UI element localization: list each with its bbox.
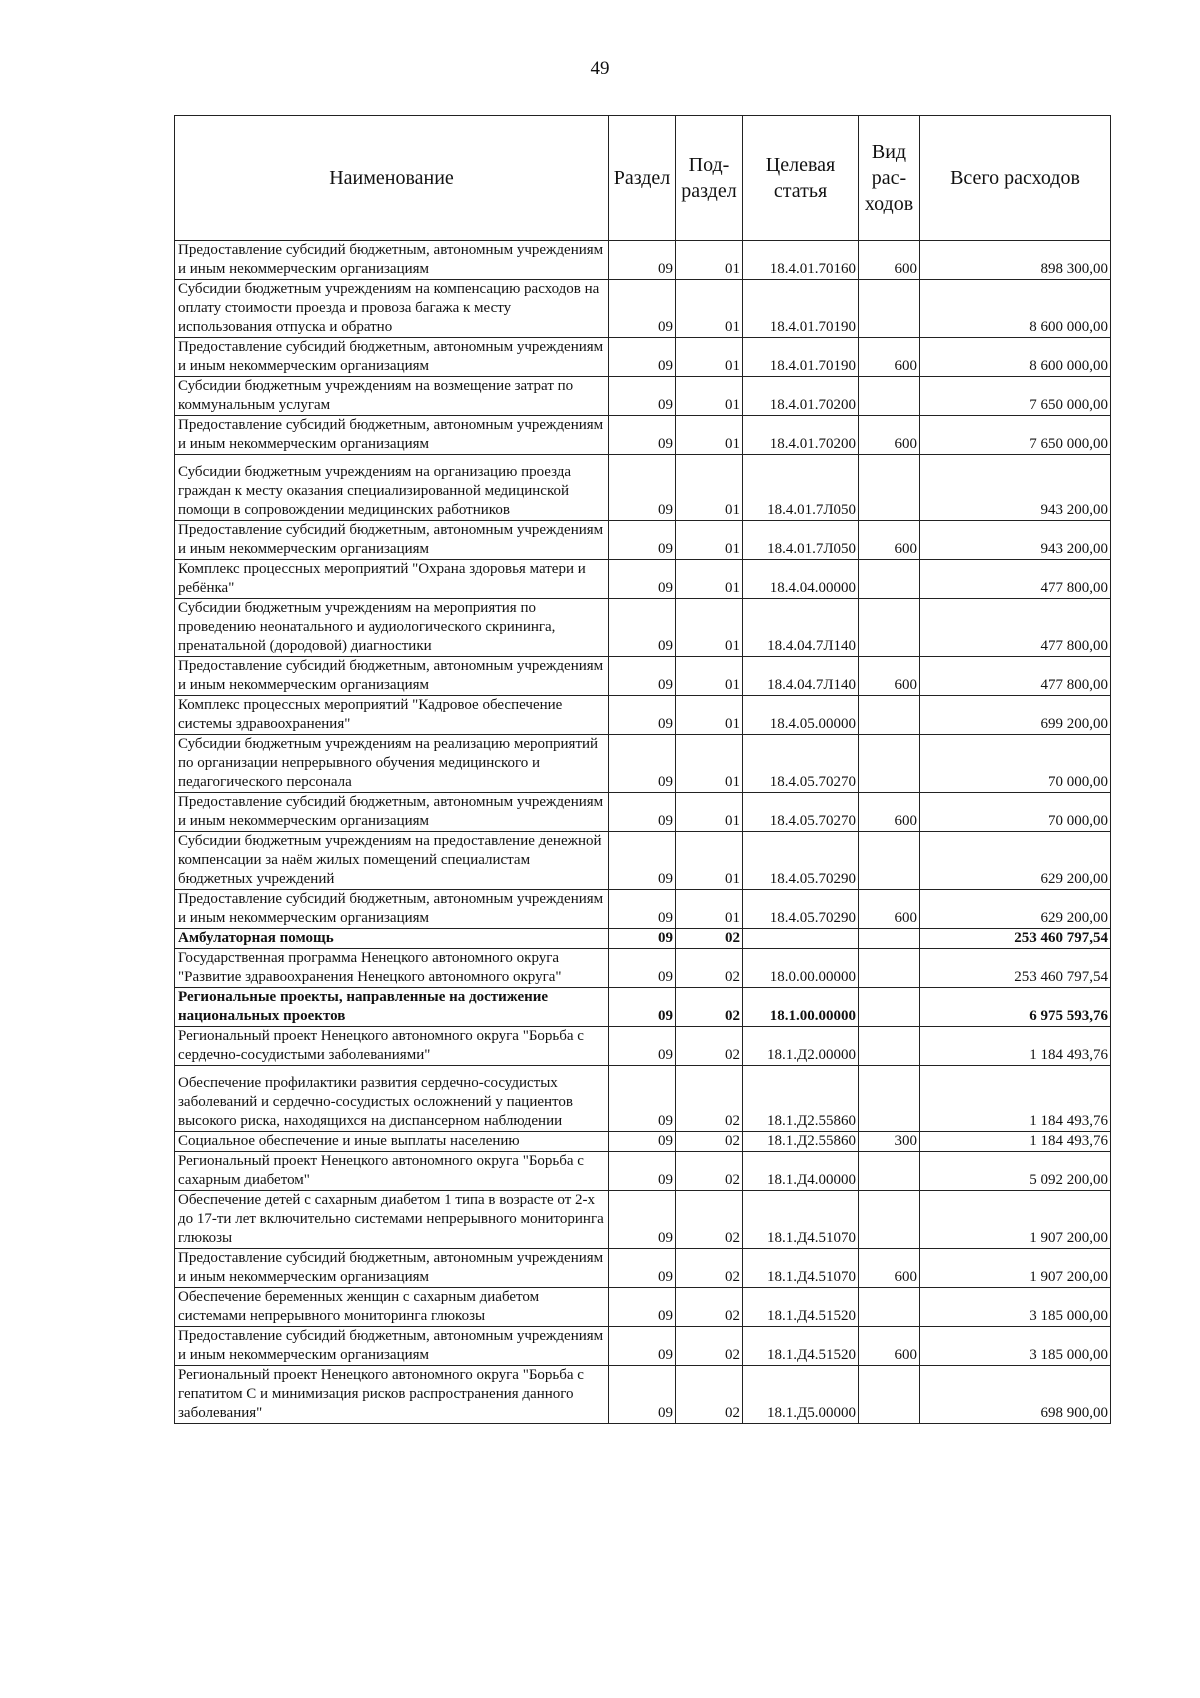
cell-target-article: 18.4.05.70290 bbox=[743, 890, 859, 929]
cell-name: Субсидии бюджетным учреждениям на реализацию мероприятий по организации непрерывного обучения медицинского и педагогического персонала bbox=[175, 735, 609, 793]
cell-total: 898 300,00 bbox=[920, 241, 1111, 280]
cell-subsection: 01 bbox=[676, 455, 743, 521]
cell-name: Комплекс процессных мероприятий "Охрана здоровья матери и ребёнка" bbox=[175, 560, 609, 599]
table-row bbox=[175, 929, 1111, 949]
cell-name: Региональный проект Ненецкого автономного округа "Борьба с сердечно-сосудистыми заболеваниями" bbox=[175, 1027, 609, 1066]
cell-subsection: 01 bbox=[676, 696, 743, 735]
cell-section: 09 bbox=[609, 1132, 676, 1152]
table-row bbox=[175, 793, 1111, 832]
cell-target-article: 18.4.01.70200 bbox=[743, 416, 859, 455]
cell-name: Субсидии бюджетным учреждениям на организацию проезда граждан к месту оказания специализированной медицинской помощи в сопровождении медицинских работников bbox=[175, 455, 609, 521]
cell-subsection: 02 bbox=[676, 988, 743, 1027]
cell-expense-type: 300 bbox=[859, 1132, 920, 1152]
cell-expense-type: 600 bbox=[859, 416, 920, 455]
cell-name: Субсидии бюджетным учреждениям на мероприятия по проведению неонатального и аудиологического скрининга, пренатальной (дородовой) диагностики bbox=[175, 599, 609, 657]
cell-total: 1 184 493,76 bbox=[920, 1132, 1111, 1152]
cell-expense-type bbox=[859, 1066, 920, 1132]
cell-expense-type: 600 bbox=[859, 338, 920, 377]
cell-subsection: 02 bbox=[676, 1066, 743, 1132]
cell-name: Обеспечение профилактики развития сердечно-сосудистых заболеваний и сердечно-сосудистых осложнений у пациентов высокого риска, находящихся на диспансерном наблюдении bbox=[175, 1066, 609, 1132]
table-row bbox=[175, 599, 1111, 657]
cell-total: 7 650 000,00 bbox=[920, 416, 1111, 455]
cell-total: 629 200,00 bbox=[920, 890, 1111, 929]
header-total: Всего расходов bbox=[920, 116, 1111, 241]
cell-expense-type bbox=[859, 1366, 920, 1424]
cell-subsection: 01 bbox=[676, 241, 743, 280]
cell-expense-type bbox=[859, 1288, 920, 1327]
cell-target-article: 18.4.05.00000 bbox=[743, 696, 859, 735]
cell-name: Региональный проект Ненецкого автономного округа "Борьба с сахарным диабетом" bbox=[175, 1152, 609, 1191]
cell-subsection: 02 bbox=[676, 1132, 743, 1152]
table-header-row bbox=[175, 116, 1111, 241]
cell-expense-type: 600 bbox=[859, 793, 920, 832]
cell-section: 09 bbox=[609, 735, 676, 793]
cell-section: 09 bbox=[609, 599, 676, 657]
cell-total: 70 000,00 bbox=[920, 793, 1111, 832]
cell-name: Предоставление субсидий бюджетным, автономным учреждениям и иным некоммерческим организациям bbox=[175, 1249, 609, 1288]
cell-subsection: 02 bbox=[676, 949, 743, 988]
cell-name: Предоставление субсидий бюджетным, автономным учреждениям и иным некоммерческим организациям bbox=[175, 338, 609, 377]
cell-expense-type bbox=[859, 735, 920, 793]
cell-target-article: 18.4.01.70200 bbox=[743, 377, 859, 416]
cell-target-article bbox=[743, 929, 859, 949]
cell-target-article: 18.1.Д4.51520 bbox=[743, 1288, 859, 1327]
cell-target-article: 18.4.05.70270 bbox=[743, 735, 859, 793]
cell-section: 09 bbox=[609, 1066, 676, 1132]
cell-target-article: 18.1.Д5.00000 bbox=[743, 1366, 859, 1424]
cell-target-article: 18.1.Д2.00000 bbox=[743, 1027, 859, 1066]
table-row bbox=[175, 280, 1111, 338]
cell-name: Субсидии бюджетным учреждениям на возмещение затрат по коммунальным услугам bbox=[175, 377, 609, 416]
cell-subsection: 01 bbox=[676, 416, 743, 455]
cell-section: 09 bbox=[609, 241, 676, 280]
cell-section: 09 bbox=[609, 890, 676, 929]
cell-total: 477 800,00 bbox=[920, 599, 1111, 657]
cell-total: 699 200,00 bbox=[920, 696, 1111, 735]
cell-subsection: 02 bbox=[676, 929, 743, 949]
cell-name: Региональный проект Ненецкого автономного округа "Борьба с гепатитом С и минимизация рисков распространения данного заболевания" bbox=[175, 1366, 609, 1424]
cell-expense-type bbox=[859, 988, 920, 1027]
cell-expense-type bbox=[859, 949, 920, 988]
cell-name: Государственная программа Ненецкого автономного округа "Развитие здравоохранения Ненецкого автономного округа" bbox=[175, 949, 609, 988]
table-row bbox=[175, 338, 1111, 377]
cell-section: 09 bbox=[609, 657, 676, 696]
cell-subsection: 02 bbox=[676, 1249, 743, 1288]
table-row bbox=[175, 657, 1111, 696]
cell-target-article: 18.4.01.7Л050 bbox=[743, 455, 859, 521]
cell-section: 09 bbox=[609, 1152, 676, 1191]
cell-section: 09 bbox=[609, 560, 676, 599]
header-expense-type: Вид рас- ходов bbox=[859, 116, 920, 241]
cell-total: 8 600 000,00 bbox=[920, 338, 1111, 377]
cell-target-article: 18.4.04.7Л140 bbox=[743, 657, 859, 696]
cell-target-article: 18.1.00.00000 bbox=[743, 988, 859, 1027]
cell-expense-type bbox=[859, 280, 920, 338]
cell-total: 1 907 200,00 bbox=[920, 1191, 1111, 1249]
cell-total: 253 460 797,54 bbox=[920, 929, 1111, 949]
cell-name: Предоставление субсидий бюджетным, автономным учреждениям и иным некоммерческим организациям bbox=[175, 241, 609, 280]
cell-subsection: 01 bbox=[676, 377, 743, 416]
table-row bbox=[175, 1132, 1111, 1152]
budget-table bbox=[174, 115, 1111, 1424]
cell-section: 09 bbox=[609, 521, 676, 560]
cell-total: 1 184 493,76 bbox=[920, 1027, 1111, 1066]
cell-subsection: 01 bbox=[676, 735, 743, 793]
cell-name: Субсидии бюджетным учреждениям на компенсацию расходов на оплату стоимости проезда и провоза багажа к месту использования отпуска и обратно bbox=[175, 280, 609, 338]
cell-expense-type: 600 bbox=[859, 241, 920, 280]
cell-target-article: 18.0.00.00000 bbox=[743, 949, 859, 988]
cell-target-article: 18.4.05.70290 bbox=[743, 832, 859, 890]
table-row bbox=[175, 949, 1111, 988]
cell-section: 09 bbox=[609, 1249, 676, 1288]
cell-subsection: 01 bbox=[676, 280, 743, 338]
cell-section: 09 bbox=[609, 988, 676, 1027]
cell-section: 09 bbox=[609, 1191, 676, 1249]
cell-name: Предоставление субсидий бюджетным, автономным учреждениям и иным некоммерческим организациям bbox=[175, 890, 609, 929]
cell-total: 943 200,00 bbox=[920, 455, 1111, 521]
cell-target-article: 18.4.01.70190 bbox=[743, 280, 859, 338]
header-target-article: Целевая статья bbox=[743, 116, 859, 241]
cell-total: 629 200,00 bbox=[920, 832, 1111, 890]
table-body bbox=[175, 241, 1111, 1424]
cell-subsection: 02 bbox=[676, 1152, 743, 1191]
cell-total: 1 184 493,76 bbox=[920, 1066, 1111, 1132]
cell-name: Предоставление субсидий бюджетным, автономным учреждениям и иным некоммерческим организациям bbox=[175, 416, 609, 455]
cell-subsection: 02 bbox=[676, 1027, 743, 1066]
cell-expense-type bbox=[859, 929, 920, 949]
cell-total: 70 000,00 bbox=[920, 735, 1111, 793]
cell-name: Предоставление субсидий бюджетным, автономным учреждениям и иным некоммерческим организациям bbox=[175, 793, 609, 832]
cell-total: 943 200,00 bbox=[920, 521, 1111, 560]
cell-name: Предоставление субсидий бюджетным, автономным учреждениям и иным некоммерческим организациям bbox=[175, 1327, 609, 1366]
table-row bbox=[175, 1249, 1111, 1288]
cell-subsection: 01 bbox=[676, 832, 743, 890]
cell-expense-type bbox=[859, 1027, 920, 1066]
table-row bbox=[175, 1288, 1111, 1327]
cell-expense-type: 600 bbox=[859, 1327, 920, 1366]
cell-name: Региональные проекты, направленные на достижение национальных проектов bbox=[175, 988, 609, 1027]
cell-expense-type bbox=[859, 1152, 920, 1191]
cell-section: 09 bbox=[609, 416, 676, 455]
header-name: Наименование bbox=[175, 116, 609, 241]
header-section: Раздел bbox=[609, 116, 676, 241]
cell-section: 09 bbox=[609, 1288, 676, 1327]
cell-target-article: 18.4.01.70190 bbox=[743, 338, 859, 377]
table-row bbox=[175, 377, 1111, 416]
cell-section: 09 bbox=[609, 1327, 676, 1366]
table-row bbox=[175, 1152, 1111, 1191]
cell-total: 3 185 000,00 bbox=[920, 1327, 1111, 1366]
page-number: 49 bbox=[590, 58, 610, 79]
table-row bbox=[175, 521, 1111, 560]
cell-subsection: 01 bbox=[676, 521, 743, 560]
table-row bbox=[175, 560, 1111, 599]
cell-expense-type: 600 bbox=[859, 1249, 920, 1288]
table-row bbox=[175, 241, 1111, 280]
cell-target-article: 18.4.05.70270 bbox=[743, 793, 859, 832]
cell-expense-type bbox=[859, 1191, 920, 1249]
cell-expense-type: 600 bbox=[859, 521, 920, 560]
cell-target-article: 18.4.01.70160 bbox=[743, 241, 859, 280]
cell-total: 6 975 593,76 bbox=[920, 988, 1111, 1027]
cell-target-article: 18.4.04.00000 bbox=[743, 560, 859, 599]
cell-subsection: 01 bbox=[676, 890, 743, 929]
cell-section: 09 bbox=[609, 1027, 676, 1066]
table-row bbox=[175, 988, 1111, 1027]
cell-section: 09 bbox=[609, 338, 676, 377]
cell-target-article: 18.1.Д2.55860 bbox=[743, 1066, 859, 1132]
cell-name: Обеспечение беременных женщин с сахарным диабетом системами непрерывного мониторинга глюкозы bbox=[175, 1288, 609, 1327]
table-row bbox=[175, 735, 1111, 793]
cell-total: 5 092 200,00 bbox=[920, 1152, 1111, 1191]
cell-expense-type bbox=[859, 377, 920, 416]
table-row bbox=[175, 455, 1111, 521]
cell-name: Амбулаторная помощь bbox=[175, 929, 609, 949]
table-row bbox=[175, 1027, 1111, 1066]
cell-section: 09 bbox=[609, 377, 676, 416]
cell-section: 09 bbox=[609, 929, 676, 949]
cell-total: 253 460 797,54 bbox=[920, 949, 1111, 988]
cell-name: Комплекс процессных мероприятий "Кадровое обеспечение системы здравоохранения" bbox=[175, 696, 609, 735]
cell-subsection: 01 bbox=[676, 599, 743, 657]
cell-expense-type bbox=[859, 455, 920, 521]
cell-target-article: 18.4.04.7Л140 bbox=[743, 599, 859, 657]
cell-total: 8 600 000,00 bbox=[920, 280, 1111, 338]
cell-total: 7 650 000,00 bbox=[920, 377, 1111, 416]
table-row bbox=[175, 1327, 1111, 1366]
cell-total: 3 185 000,00 bbox=[920, 1288, 1111, 1327]
cell-subsection: 01 bbox=[676, 338, 743, 377]
cell-target-article: 18.1.Д4.51070 bbox=[743, 1191, 859, 1249]
cell-section: 09 bbox=[609, 455, 676, 521]
cell-name: Предоставление субсидий бюджетным, автономным учреждениям и иным некоммерческим организациям bbox=[175, 657, 609, 696]
cell-expense-type: 600 bbox=[859, 890, 920, 929]
cell-section: 09 bbox=[609, 793, 676, 832]
cell-target-article: 18.1.Д4.00000 bbox=[743, 1152, 859, 1191]
cell-target-article: 18.1.Д4.51520 bbox=[743, 1327, 859, 1366]
cell-target-article: 18.1.Д4.51070 bbox=[743, 1249, 859, 1288]
cell-total: 1 907 200,00 bbox=[920, 1249, 1111, 1288]
cell-name: Обеспечение детей с сахарным диабетом 1 типа в возрасте от 2-х до 17-ти лет включительно системами непрерывного мониторинга глюкозы bbox=[175, 1191, 609, 1249]
cell-name: Субсидии бюджетным учреждениям на предоставление денежной компенсации за наём жилых помещений специалистам бюджетных учреждений bbox=[175, 832, 609, 890]
cell-subsection: 02 bbox=[676, 1366, 743, 1424]
cell-section: 09 bbox=[609, 1366, 676, 1424]
cell-subsection: 02 bbox=[676, 1288, 743, 1327]
cell-total: 477 800,00 bbox=[920, 560, 1111, 599]
cell-total: 477 800,00 bbox=[920, 657, 1111, 696]
cell-subsection: 01 bbox=[676, 793, 743, 832]
cell-total: 698 900,00 bbox=[920, 1366, 1111, 1424]
cell-target-article: 18.4.01.7Л050 bbox=[743, 521, 859, 560]
cell-name: Социальное обеспечение и иные выплаты населению bbox=[175, 1132, 609, 1152]
cell-expense-type bbox=[859, 560, 920, 599]
table-row bbox=[175, 890, 1111, 929]
cell-expense-type: 600 bbox=[859, 657, 920, 696]
cell-section: 09 bbox=[609, 832, 676, 890]
table-row bbox=[175, 832, 1111, 890]
table-row bbox=[175, 696, 1111, 735]
table-row bbox=[175, 1366, 1111, 1424]
header-subsection: Под- раздел bbox=[676, 116, 743, 241]
cell-section: 09 bbox=[609, 949, 676, 988]
cell-section: 09 bbox=[609, 280, 676, 338]
table-row bbox=[175, 416, 1111, 455]
cell-expense-type bbox=[859, 832, 920, 890]
cell-expense-type bbox=[859, 599, 920, 657]
cell-subsection: 02 bbox=[676, 1327, 743, 1366]
cell-subsection: 02 bbox=[676, 1191, 743, 1249]
table-row bbox=[175, 1191, 1111, 1249]
cell-name: Предоставление субсидий бюджетным, автономным учреждениям и иным некоммерческим организациям bbox=[175, 521, 609, 560]
cell-expense-type bbox=[859, 696, 920, 735]
cell-subsection: 01 bbox=[676, 657, 743, 696]
table-row bbox=[175, 1066, 1111, 1132]
cell-section: 09 bbox=[609, 696, 676, 735]
cell-subsection: 01 bbox=[676, 560, 743, 599]
cell-target-article: 18.1.Д2.55860 bbox=[743, 1132, 859, 1152]
